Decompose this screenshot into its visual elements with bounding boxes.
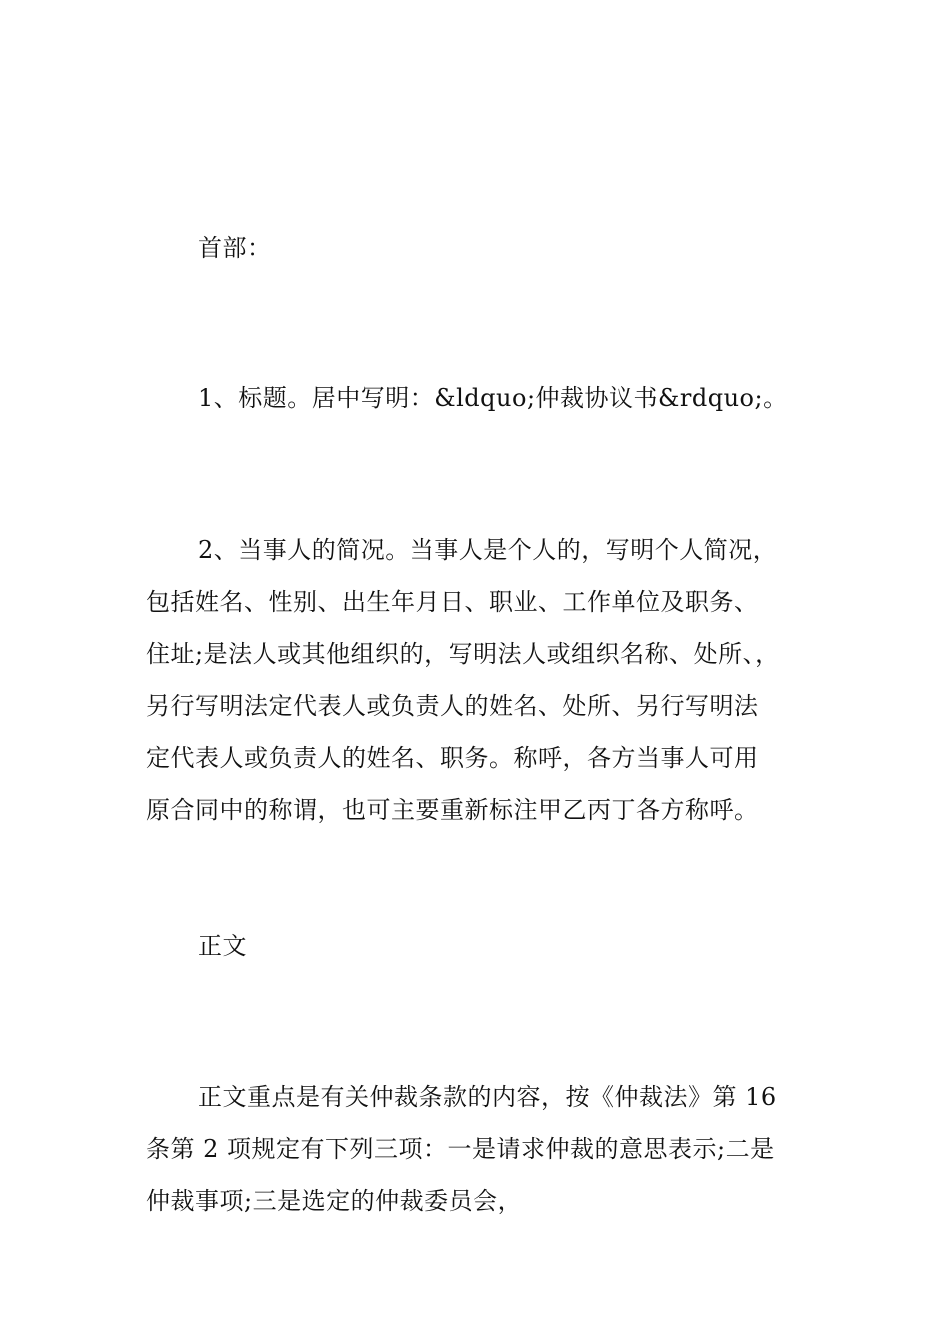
text-line: 仲裁事项;三是选定的仲裁委员会， [146,1187,523,1215]
section-heading-zhengwen: 正文 [198,932,247,960]
paragraph-title-item: 1、标题。居中写明：&ldquo;仲裁协议书&rdquo;。 [198,384,788,412]
text-line: 条第 2 项规定有下列三项：一是请求仲裁的意思表示;二是 [146,1135,775,1163]
text-line: 原合同中的称谓，也可主要重新标注甲乙丙丁各方称呼。 [146,796,759,824]
section-heading-shoubu: 首部： [198,234,272,262]
text-line: 定代表人或负责人的姓名、职务。称呼，各方当事人可用 [146,744,759,772]
text-line: 2、当事人的简况。当事人是个人的，写明个人简况， [198,536,778,564]
paragraph-parties-item [146,524,816,836]
text-line: 包括姓名、性别、出生年月日、职业、工作单位及职务、 [146,588,759,616]
text-line: 另行写明法定代表人或负责人的姓名、处所、另行写明法 [146,692,759,720]
text-line: 正文重点是有关仲裁条款的内容，按《仲裁法》第 16 [198,1083,777,1111]
paragraph-body [146,1071,816,1227]
text-line: 住址;是法人或其他组织的，写明法人或组织名称、处所、， [146,640,780,668]
